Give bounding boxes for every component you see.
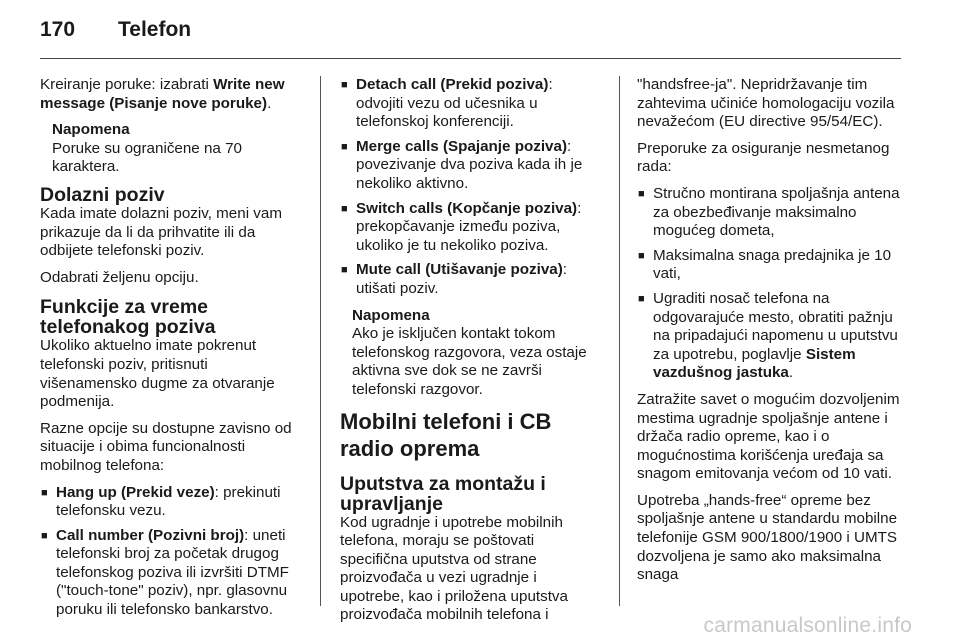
paragraph: Razne opcije su dostupne zavisno od situacije i obima funcionalnosti mobilnog telefona:: [40, 419, 292, 474]
watermark: carmanualsonline.info: [703, 614, 912, 637]
paragraph: "handsfree-ja". Nepridržavanje tim zahtevima učiniće homologaciju vozila nevažećom (EU directive 95/54/EC).: [637, 76, 895, 131]
list-item: ■ Hang up (Prekid veze): prekinuti telefonsku vezu.: [40, 484, 308, 521]
column-divider: [619, 76, 620, 606]
menu-option: Write new message (Pisanje nove poruke): [40, 76, 285, 112]
header-rule: [40, 58, 901, 59]
paragraph: Zatražite savet o mogućim dozvoljenim mestima ugradnje spoljašnje antene i držača radio opreme, kao i o mogućnostima korišćenja uređaja sa snagom emitovanja većom od 10 vati.: [637, 390, 900, 483]
list-item: ■ Switch calls (Kopčanje poziva): prekopčavanje između poziva, ukoliko je tu nekoliko poziva.: [340, 200, 602, 256]
note-title: Napomena: [352, 306, 430, 324]
column-3: [637, 76, 903, 593]
note-box: [352, 307, 602, 400]
page-header: [40, 18, 191, 48]
option-list: [40, 484, 308, 620]
chapter-reference: Sistem vazdušnog jastuka: [653, 345, 856, 382]
paragraph: Preporuke za osiguranje nesmetanog rada:: [637, 139, 890, 176]
list-item: ■ Detach call (Prekid poziva): odvojiti vezu od učesnika u telefonskoj konferenciji.: [340, 76, 602, 132]
paragraph: Kod ugradnje i upotrebe mobilnih telefona, moraju se poštovati specifična uputstva od strane proizvođača u vezi ugradnje i upotrebe, kao i priložena uputstva proizvođača mobilnih telefona i: [340, 513, 568, 624]
paragraph: Upotreba „hands-free“ opreme bez spoljašnje antene u standardu mobilne telefonije GSM 900/1800/1900 i UMTS dozvoljena je samo ako maksimalna snaga: [637, 491, 898, 584]
note-title: Napomena: [52, 121, 130, 139]
paragraph: Kada imate dolazni poziv, meni vam prikazuje da li da prihvatite ili da odbijete telefonski poziv.: [40, 204, 282, 260]
list-item: ■ Stručno montirana spoljašnja antena za obezbeđivanje maksimalno mogućeg dometa,: [637, 185, 903, 241]
chapter-title: Telefon: [118, 18, 192, 41]
section-heading: Dolazni poziv: [40, 183, 165, 206]
note-box: [52, 121, 308, 177]
note-text: Poruke su ograničene na 70 karaktera.: [52, 139, 242, 176]
list-item: ■ Merge calls (Spajanje poziva): povezivanje dva poziva kada ih je nekoliko aktivno.: [340, 138, 602, 194]
recommendation-list: [637, 185, 903, 383]
section-heading: Uputstva za montažu i upravljanje: [340, 472, 546, 515]
chapter-heading: Mobilni telefoni i CB radio oprema: [340, 408, 552, 461]
paragraph: Odabrati željenu opciju.: [40, 268, 199, 286]
note-text: Ako je isključen kontakt tokom telefonskog razgovora, veza ostaje aktivna sve dok se ne završi telefonski razgovor.: [352, 325, 587, 398]
list-item: ■ Ugraditi nosač telefona na odgovarajuće mesto, obratiti pažnju na pripadajući napomenu u uputstvu za upotrebu, poglavlje Sistem vazdušnog jastuka.: [637, 290, 903, 383]
column-2: [340, 76, 602, 633]
list-item: ■ Maksimalna snaga predajnika je 10 vati,: [637, 247, 903, 284]
paragraph: Ukoliko aktuelno imate pokrenut telefonski poziv, pritisnuti višenamensko dugme za otvaranje podmenija.: [40, 337, 275, 411]
list-item: ■ Call number (Pozivni broj): uneti telefonski broj za početak drugog telefonskog poziva ili izvršiti DTMF ("touch-tone" poziv), npr. glasovnu poruku ili telefonsko bankarstvo.: [40, 527, 308, 620]
page-number: 170: [40, 18, 76, 41]
section-heading: Funkcije za vreme telefonakog poziva: [40, 296, 216, 339]
option-list: [340, 76, 602, 299]
list-item: ■ Mute call (Utišavanje poziva): utišati poziv.: [340, 261, 602, 298]
column-1: [40, 76, 308, 628]
intro-paragraph: Kreiranje poruke: izabrati Write new message (Pisanje nove poruke).: [40, 76, 285, 112]
column-divider: [320, 76, 321, 606]
